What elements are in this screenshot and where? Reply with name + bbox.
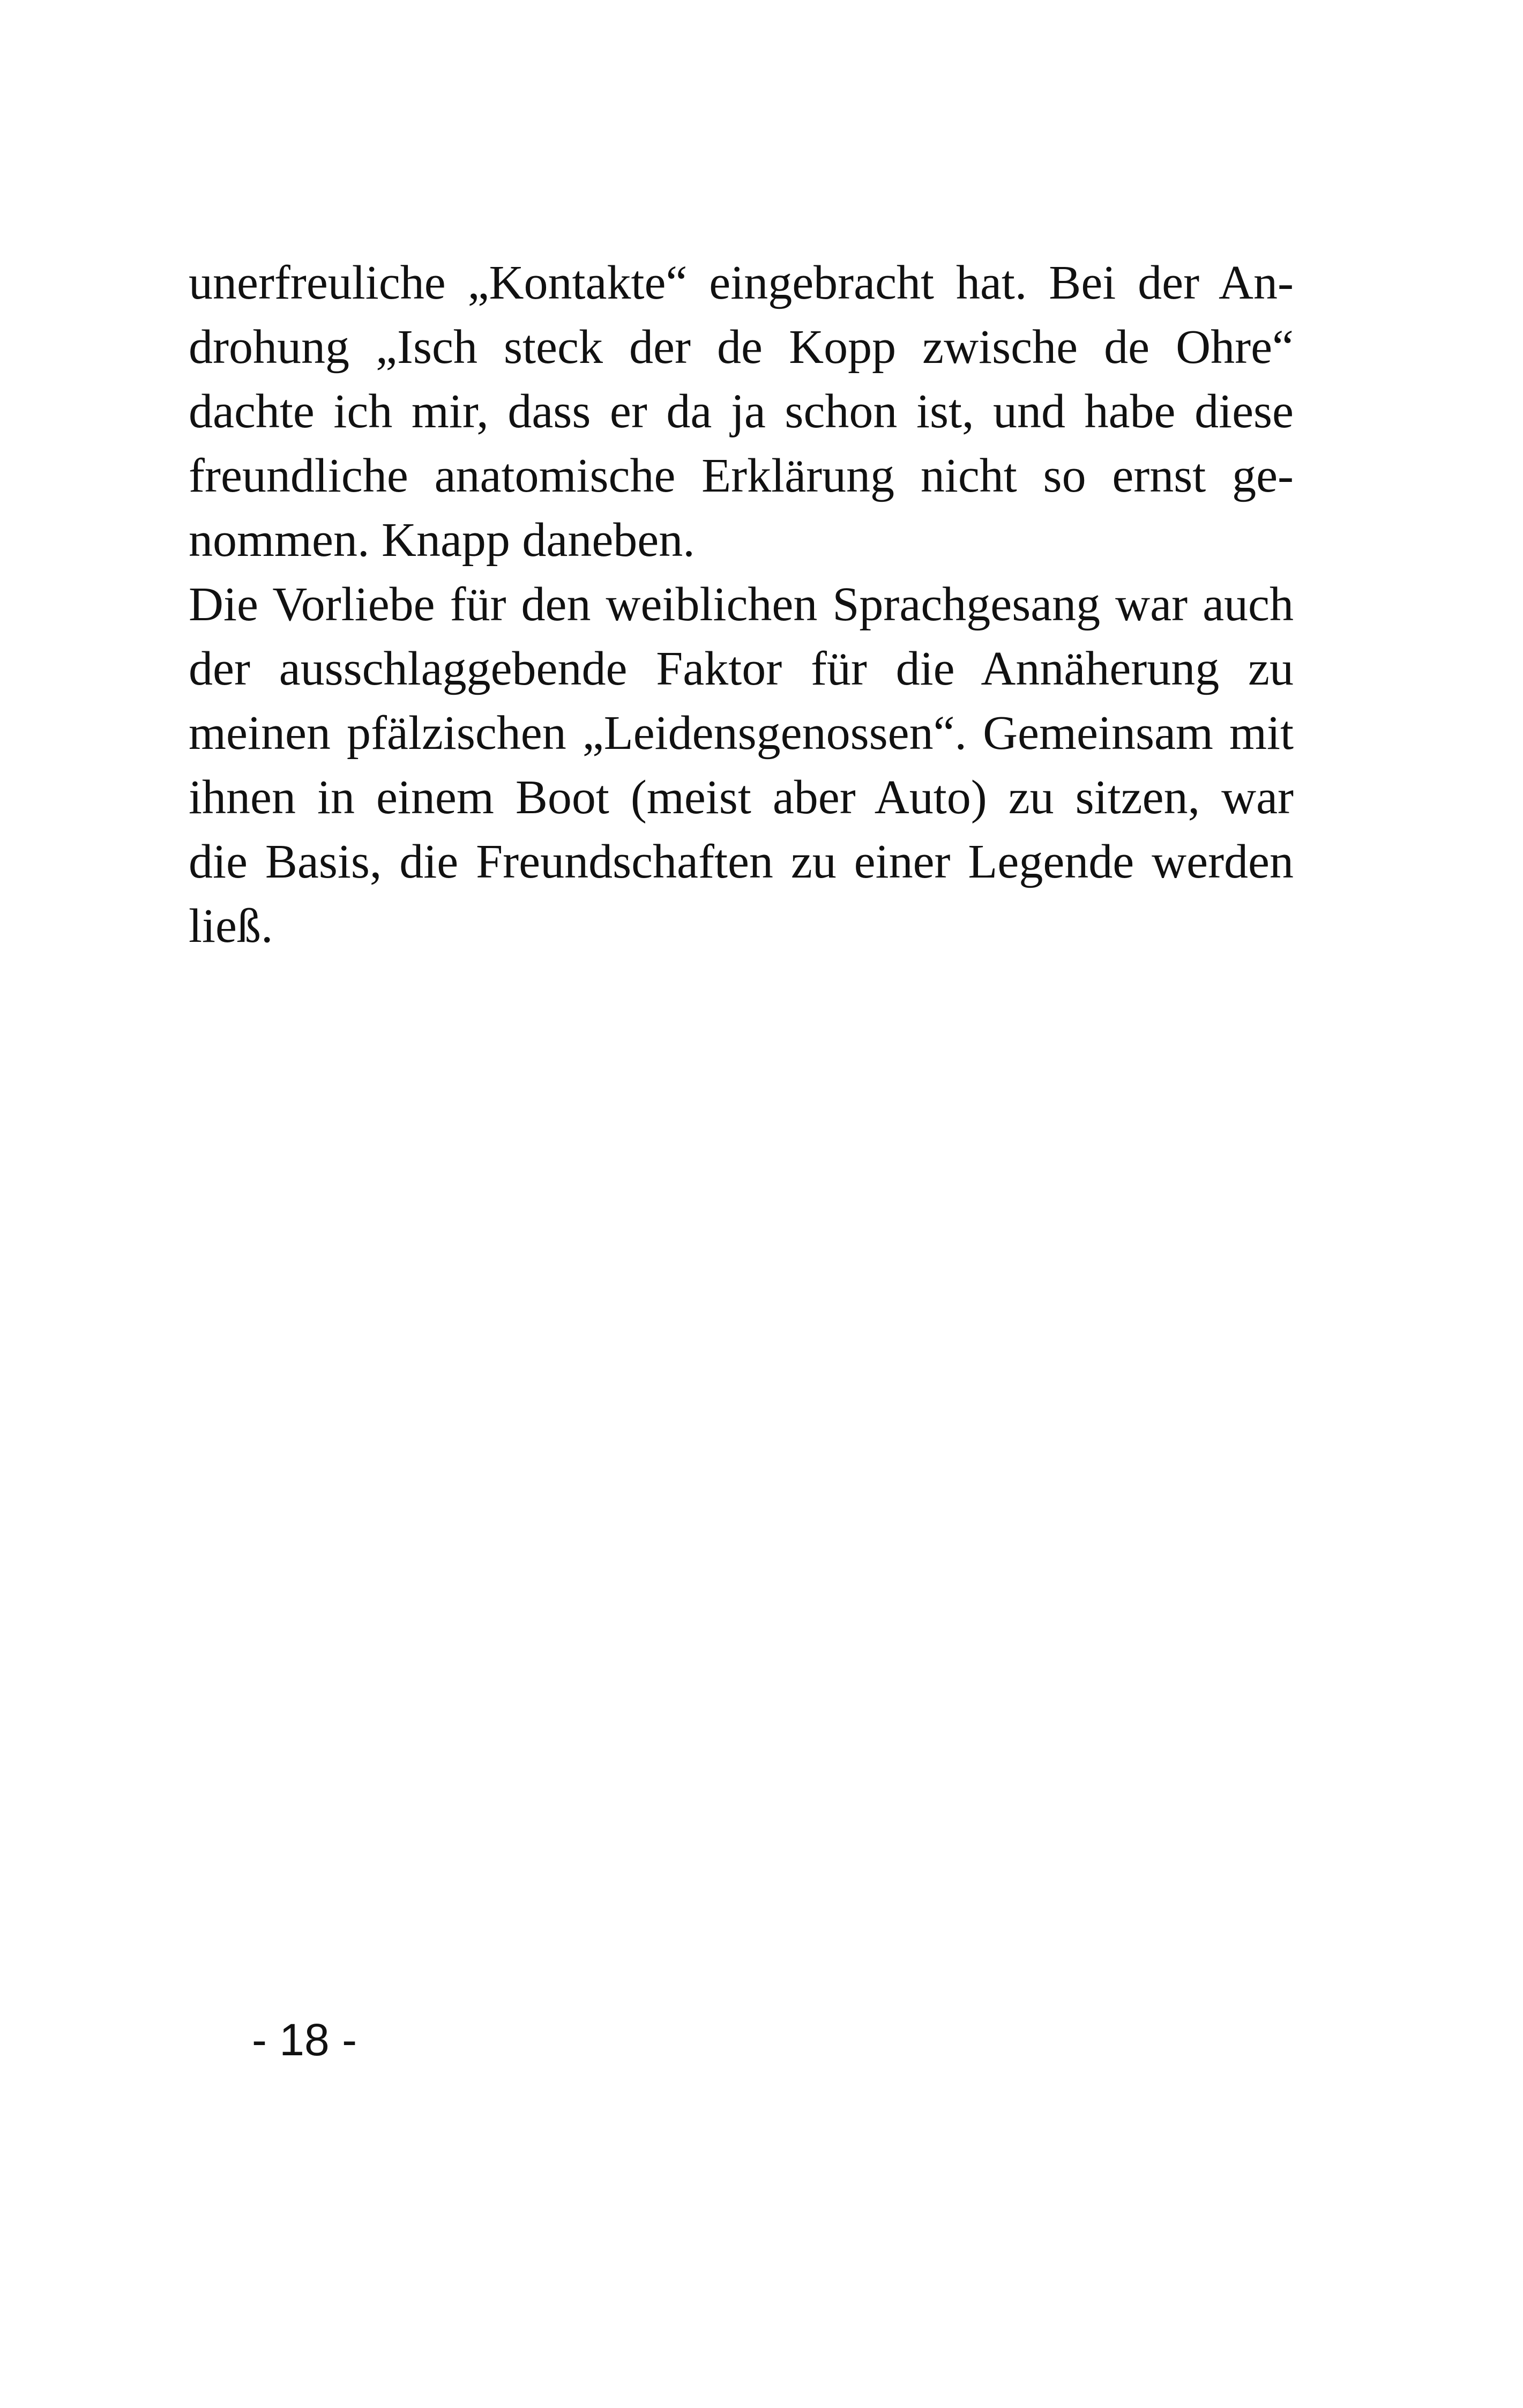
text-line: ihnen in einem Boot (meist aber Auto) zu sitzen, war xyxy=(189,771,1294,824)
text-line: meinen pfälzischen „Leidensgenossen“. Gemeinsam mit xyxy=(189,707,1294,760)
text-line: ließ. xyxy=(189,900,273,953)
text-line: unerfreuliche „Kontakte“ eingebracht hat. Bei der An- xyxy=(189,256,1294,309)
paragraph-1 xyxy=(189,251,1294,573)
paragraph-2 xyxy=(189,573,1294,958)
text-line: nommen. Knapp daneben. xyxy=(189,514,695,567)
page-number: - 18 - xyxy=(252,2015,357,2065)
text-line: dachte ich mir, dass er da ja schon ist, und habe diese xyxy=(189,385,1294,438)
text-line: die Basis, die Freundschaften zu einer Legende werden xyxy=(189,835,1294,888)
text-line: Die Vorliebe für den weiblichen Sprachgesang war auch xyxy=(189,578,1294,631)
text-line: der ausschlaggebende Faktor für die Annäherung zu xyxy=(189,642,1294,695)
body-text xyxy=(189,251,1294,958)
text-line: drohung „Isch steck der de Kopp zwische de Ohre“ xyxy=(189,321,1294,374)
text-line: freundliche anatomische Erklärung nicht so ernst ge- xyxy=(189,449,1294,502)
